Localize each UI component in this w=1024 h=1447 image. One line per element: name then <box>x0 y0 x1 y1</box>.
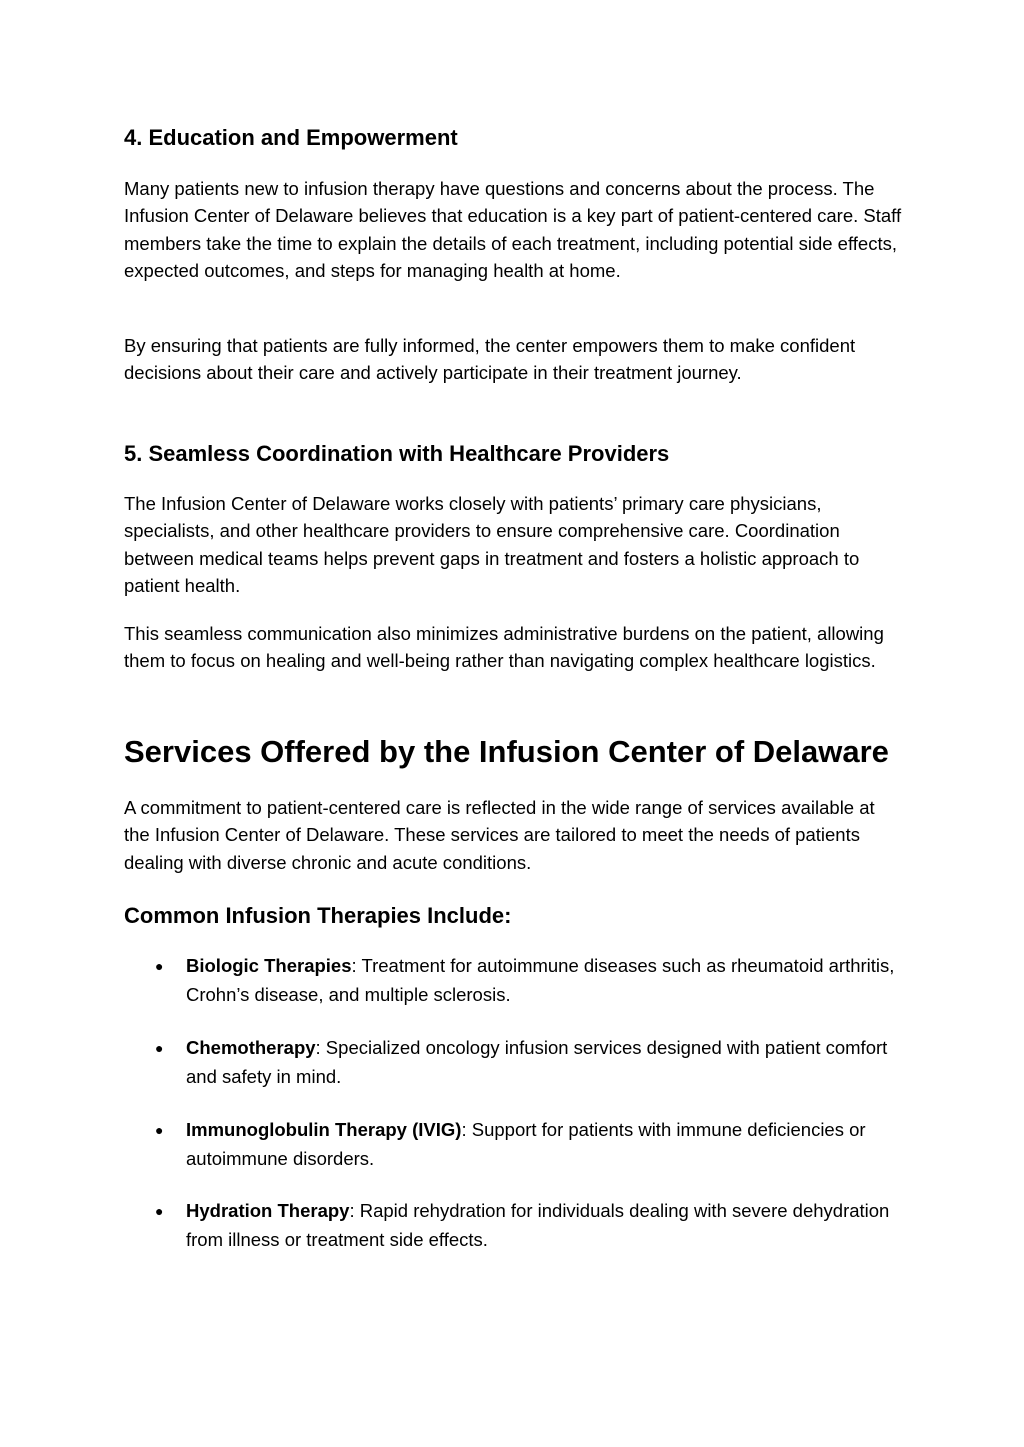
therapy-term: Chemotherapy <box>186 1037 316 1058</box>
bullet-icon: ● <box>155 1122 164 1138</box>
therapy-description: : Specialized oncology infusion services designed with patient comfort and safety in mind. <box>186 1037 888 1087</box>
list-item-text <box>186 1034 902 1091</box>
bullet-icon: ● <box>155 1203 164 1219</box>
therapy-term: Immunoglobulin Therapy (IVIG) <box>186 1119 462 1140</box>
coordination-paragraph-2: This seamless communication also minimizes administrative burdens on the patient, allowing them to focus on healing and well-being rather than navigating complex healthcare logistics. <box>124 623 884 672</box>
education-paragraph-1: Many patients new to infusion therapy have questions and concerns about the process. The Infusion Center of Delaware believes that education is a key part of patient-centered care. Staff members take the time to explain the details of each treatment, including potential side effects, expected outcomes, and steps for managing health at home. <box>124 178 902 282</box>
therapies-subheading: Common Infusion Therapies Include: <box>124 903 512 928</box>
therapy-term: Hydration Therapy <box>186 1200 350 1221</box>
therapy-description: : Treatment for autoimmune diseases such as rheumatoid arthritis, Crohn’s disease, and multiple sclerosis. <box>186 955 895 1005</box>
coordination-paragraph-1: The Infusion Center of Delaware works closely with patients’ primary care physicians, specialists, and other healthcare providers to ensure comprehensive care. Coordination between medical teams helps prevent gaps in treatment and fosters a holistic approach to patient health. <box>124 493 860 597</box>
list-item-text <box>186 952 902 1009</box>
therapy-description: : Rapid rehydration for individuals dealing with severe dehydration from illness or treatment side effects. <box>186 1200 890 1250</box>
list-item-text <box>186 1116 902 1173</box>
therapy-term: Biologic Therapies <box>186 955 352 976</box>
services-title: Services Offered by the Infusion Center of Delaware <box>124 734 889 769</box>
therapy-description: : Support for patients with immune deficiencies or autoimmune disorders. <box>186 1119 866 1169</box>
bullet-icon: ● <box>155 958 164 974</box>
bullet-icon: ● <box>155 1040 164 1056</box>
list-item-text <box>186 1197 902 1254</box>
section-heading-education: 4. Education and Empowerment <box>124 125 458 150</box>
education-paragraph-2: By ensuring that patients are fully informed, the center empowers them to make confident decisions about their care and actively participate in their treatment journey. <box>124 335 856 384</box>
services-intro: A commitment to patient-centered care is reflected in the wide range of services available at the Infusion Center of Delaware. These services are tailored to meet the needs of patients dealing with diverse chronic and acute conditions. <box>124 797 875 873</box>
section-heading-coordination: 5. Seamless Coordination with Healthcare Providers <box>124 441 670 466</box>
